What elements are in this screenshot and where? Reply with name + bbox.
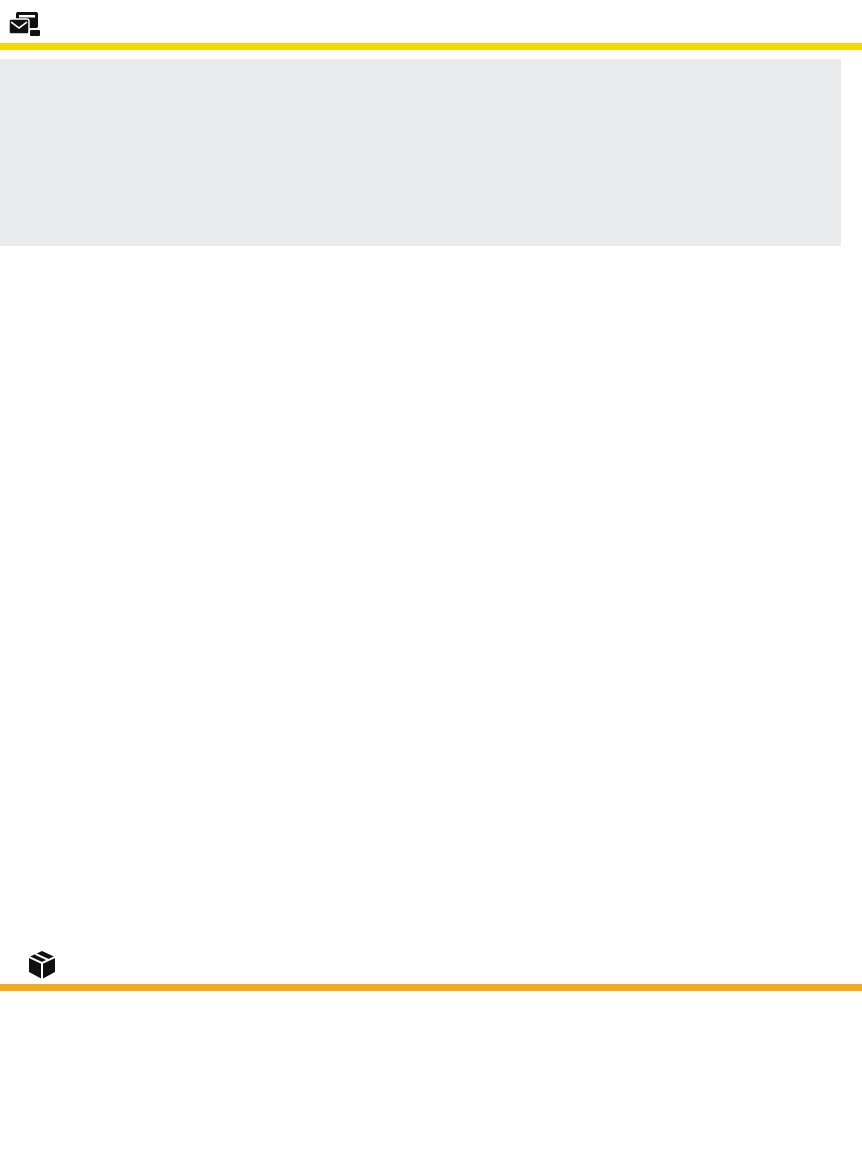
- stamp-row: [12, 114, 31, 146]
- stamps-icon: [8, 10, 42, 38]
- colissimo-rule: [0, 984, 862, 991]
- intro-box: [0, 59, 841, 246]
- heading-rule: [0, 43, 862, 50]
- stamps-heading: [0, 4, 862, 44]
- colissimo-heading: [0, 945, 862, 985]
- package-icon: [26, 949, 58, 981]
